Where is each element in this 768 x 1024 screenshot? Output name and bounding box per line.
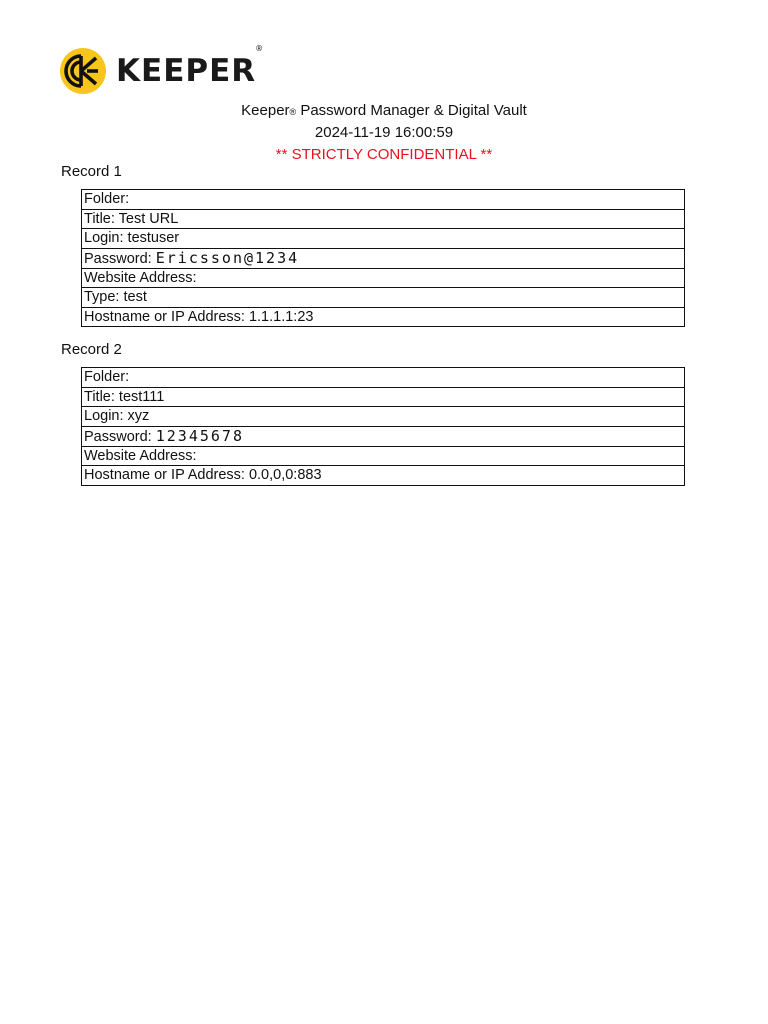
table-row [82,407,685,427]
field-hostname [82,466,685,486]
field-value: 1.1.1.1:23 [248,308,314,325]
field-title [82,209,685,229]
field-label: Folder: [84,191,130,208]
registered-mark: ® [255,44,265,53]
keeper-logo [60,44,265,94]
field-password [82,426,685,446]
field-value: test111 [118,388,165,405]
record-2-table [81,367,685,486]
table-row [82,446,685,466]
field-password [82,248,685,268]
field-value: 0.0,0,0:883 [248,467,322,484]
field-label: Hostname or IP Address: [84,308,245,325]
field-label: Title: [84,388,115,405]
field-value: testuser [127,230,180,247]
table-row [82,268,685,288]
table-row [82,229,685,249]
field-website-address [82,268,685,288]
table-row [82,466,685,486]
field-value: test [123,289,147,306]
field-label: Type: [84,289,120,306]
field-type [82,288,685,308]
keeper-wordmark-text: KEEPER [116,53,257,89]
table-row [82,307,685,327]
document-title [0,100,768,122]
keeper-logo-icon [60,48,106,94]
document-header [0,100,768,166]
password-value: Ericsson@1234 [155,248,300,267]
table-row [82,248,685,268]
table-row [82,288,685,308]
password-value: 12345678 [155,426,244,445]
field-label: Login: [84,230,124,247]
field-label: Folder: [84,369,130,386]
field-label: Website Address: [84,269,197,286]
field-folder [82,190,685,210]
field-hostname [82,307,685,327]
record-1-table [81,189,685,327]
record-1-title: Record 1 [61,163,122,180]
field-value: xyz [127,408,150,425]
field-label: Login: [84,408,124,425]
field-label: Website Address: [84,447,197,464]
field-folder [82,368,685,388]
field-label: Password: [84,428,152,445]
confidential-notice: ** STRICTLY CONFIDENTIAL ** [275,146,493,163]
table-row [82,387,685,407]
title-registered-mark: ® [289,107,297,117]
field-label: Password: [84,250,152,267]
title-brand: Keeper [241,102,290,119]
field-title [82,387,685,407]
title-rest: Password Manager & Digital Vault [296,102,527,119]
field-label: Title: [84,210,115,227]
record-2-title: Record 2 [61,341,122,358]
field-login [82,229,685,249]
table-row [82,209,685,229]
field-login [82,407,685,427]
table-row [82,368,685,388]
export-timestamp: 2024-11-19 16:00:59 [314,124,454,141]
table-row [82,190,685,210]
field-website-address [82,446,685,466]
field-value: Test URL [118,210,179,227]
table-row [82,426,685,446]
field-label: Hostname or IP Address: [84,467,245,484]
keeper-wordmark [116,44,265,94]
